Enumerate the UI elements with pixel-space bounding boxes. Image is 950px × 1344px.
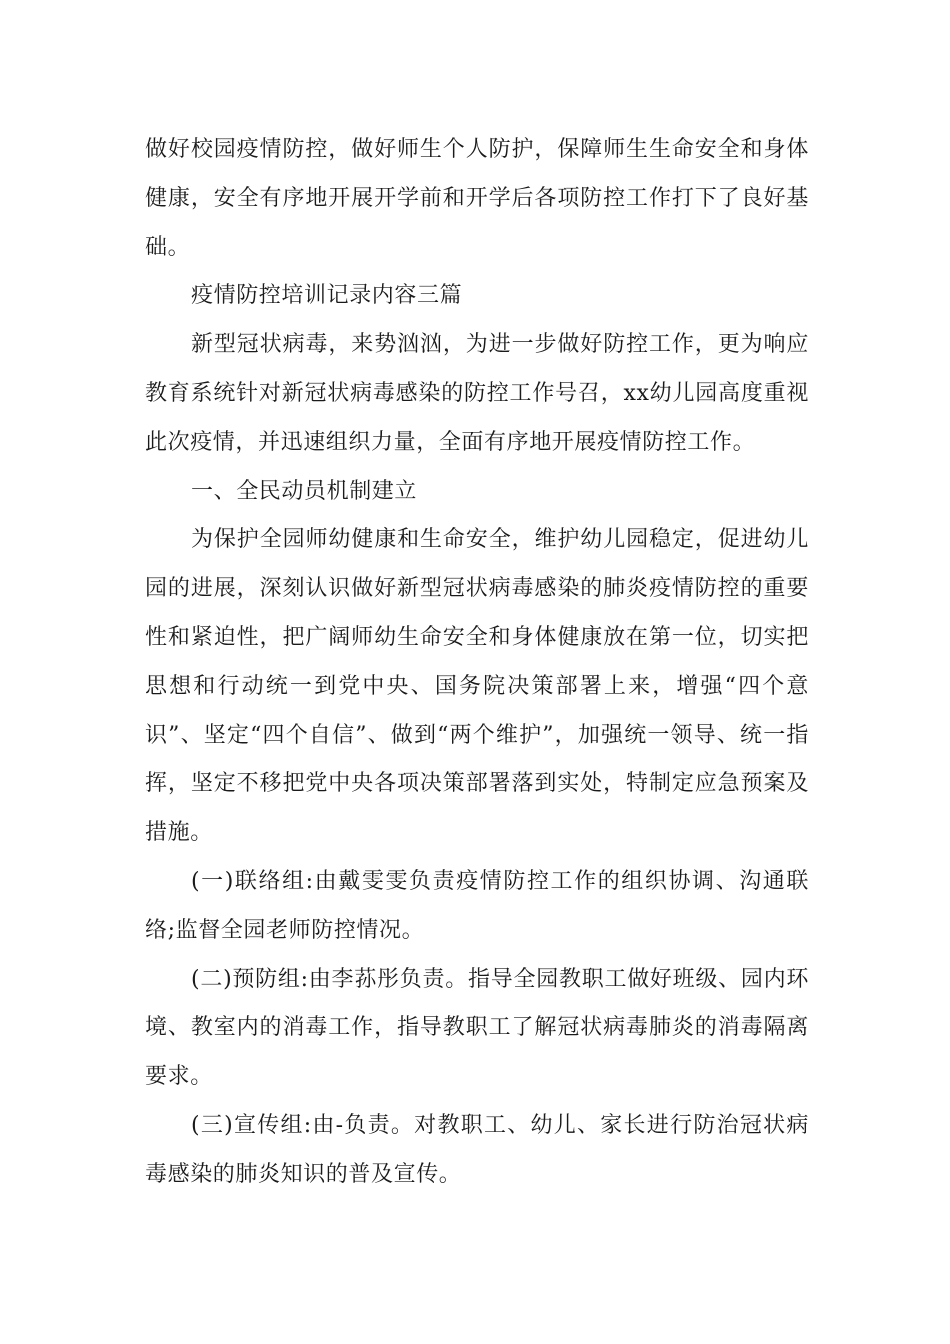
document-body xyxy=(145,126,809,1200)
paragraph-mobilization: 为保护全园师幼健康和生命安全，维护幼儿园稳定，促进幼儿园的进展，深刻认识做好新型冠状病毒感染的肺炎疫情防控的重要性和紧迫性，把广阔师幼生命安全和身体健康放在第一位，切实把思想和行动统一到党中央、国务院决策部署上来，增强“四个意识”、坚定“四个自信”、做到“两个维护”，加强统一领导、统一指挥，坚定不移把党中央各项决策部署落到实处，特制定应急预案及措施。 xyxy=(145,527,809,846)
list-item-publicity-group: (三)宣传组:由-负责。对教职工、幼儿、家长进行防治冠状病毒感染的肺炎知识的普及宣传。 xyxy=(145,1112,809,1187)
subsection-heading: 一、全民动员机制建立 xyxy=(191,478,418,504)
paragraph-intro: 新型冠状病毒，来势汹汹，为进一步做好防控工作，更为响应教育系统针对新冠状病毒感染的防控工作号召，xx幼儿园高度重视此次疫情，并迅速组织力量，全面有序地开展疫情防控工作。 xyxy=(145,332,809,455)
section-heading: 疫情防控培训记录内容三篇 xyxy=(191,283,463,309)
list-item-prevention-group: (二)预防组:由李荪彤负责。指导全园教职工做好班级、园内环境、教室内的消毒工作，指导教职工了解冠状病毒肺炎的消毒隔离要求。 xyxy=(145,966,809,1090)
paragraph-continuation: 做好校园疫情防控，做好师生个人防护，保障师生生命安全和身体健康，安全有序地开展开学前和开学后各项防控工作打下了良好基础。 xyxy=(145,137,809,260)
list-item-liaison-group: (一)联络组:由戴雯雯负责疫情防控工作的组织协调、沟通联络;监督全园老师防控情况。 xyxy=(145,868,809,943)
